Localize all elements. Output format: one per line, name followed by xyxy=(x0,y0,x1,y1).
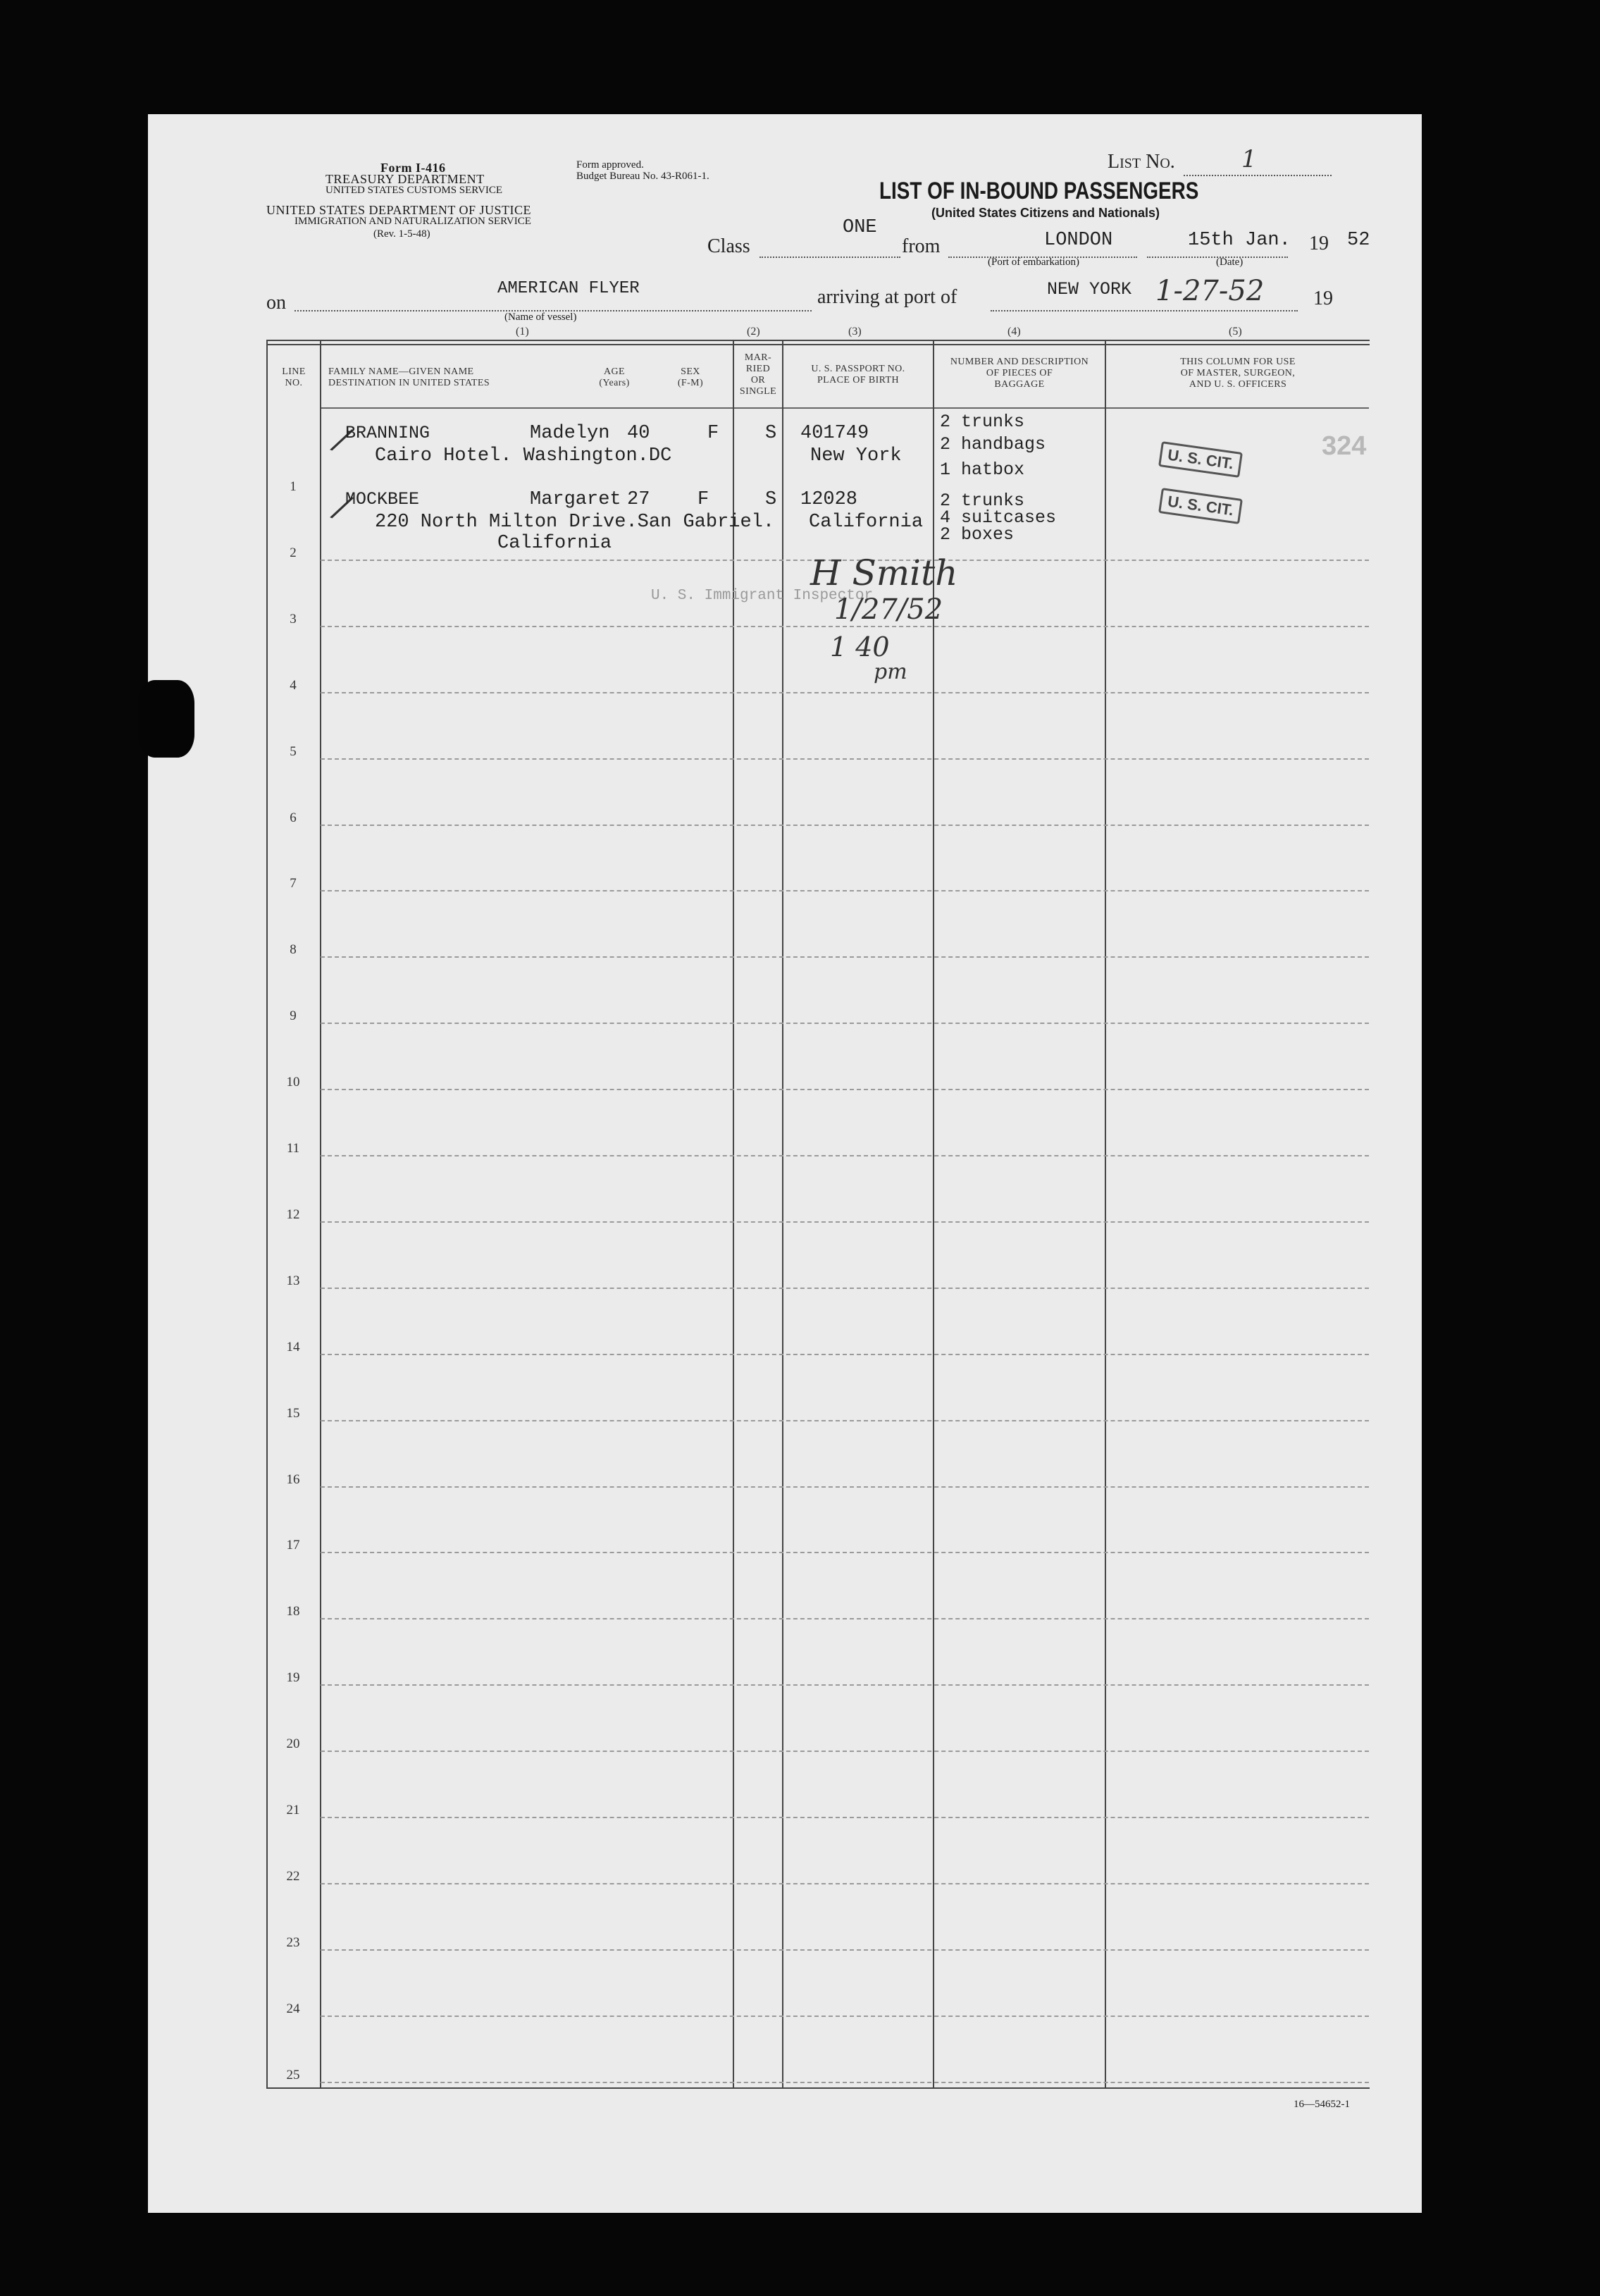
passenger-sex: F xyxy=(697,489,709,510)
arrival-year: 19 xyxy=(1313,288,1333,309)
passenger-family-name: BRANNING xyxy=(345,423,430,443)
passenger-given-name: Madelyn xyxy=(530,423,610,444)
line-number: 23 xyxy=(286,1935,300,1950)
table-top-border xyxy=(266,340,1370,341)
line-number: 6 xyxy=(290,810,297,825)
on-label: on xyxy=(266,292,286,314)
passenger-marital-status: S xyxy=(765,489,777,510)
col-divider xyxy=(320,340,321,2089)
baggage-item: 2 trunks xyxy=(940,412,1025,432)
citizen-stamp: U. S. CIT. xyxy=(1158,441,1243,478)
line-number: 14 xyxy=(286,1340,300,1354)
row-rule xyxy=(321,1221,1369,1223)
naturalization-service: IMMIGRATION AND NATURALIZATION SERVICE xyxy=(294,216,531,227)
header-sex: SEX (F-M) xyxy=(677,366,704,388)
vessel-name: AMERICAN FLYER xyxy=(497,279,640,298)
passenger-sex: F xyxy=(707,423,719,444)
column-number: (4) xyxy=(1007,326,1021,338)
form-number: Form I-416 xyxy=(380,161,446,175)
manifest-page xyxy=(148,114,1422,2213)
arrival-port: NEW YORK xyxy=(1047,279,1132,300)
row-rule xyxy=(321,1420,1369,1421)
port-of-embarkation: LONDON xyxy=(1044,230,1113,251)
footer-code: 16—54652-1 xyxy=(1294,2099,1350,2110)
column-number: (1) xyxy=(516,326,529,338)
row-rule xyxy=(321,956,1369,958)
column-number: (3) xyxy=(848,326,862,338)
header-line-no: LINE NO. xyxy=(282,366,306,388)
column-number: (5) xyxy=(1229,326,1242,338)
embark-caption: (Port of embarkation) xyxy=(988,257,1079,268)
line-number: 24 xyxy=(286,2001,300,2016)
line-number: 10 xyxy=(286,1075,300,1090)
header-passport-birthplace: U. S. PASSPORT NO. PLACE OF BIRTH xyxy=(811,364,905,385)
vessel-caption: (Name of vessel) xyxy=(504,311,577,323)
line-number: 20 xyxy=(286,1736,300,1751)
list-no-line xyxy=(1184,175,1332,176)
line-number: 8 xyxy=(290,942,297,957)
table-left-border xyxy=(266,340,268,2089)
col-divider xyxy=(1105,340,1106,2089)
line-number: 15 xyxy=(286,1406,300,1421)
row-rule xyxy=(321,1684,1369,1686)
row-rule xyxy=(321,1751,1369,1752)
header-officers-use: THIS COLUMN FOR USE OF MASTER, SURGEON, AND U. S. OFFICERS xyxy=(1180,357,1296,390)
checkmark: / xyxy=(330,486,354,527)
table-bottom-border xyxy=(266,2087,1370,2089)
baggage-item: 4 suitcases xyxy=(940,507,1057,528)
list-no-label: List No. xyxy=(1108,151,1175,173)
department-of-justice: UNITED STATES DEPARTMENT OF JUSTICE xyxy=(266,203,532,217)
form-title: LIST OF IN-BOUND PASSENGERS xyxy=(879,178,1199,204)
form-approved: Form approved. xyxy=(576,159,644,171)
row-rule xyxy=(321,1089,1369,1090)
customs-service: UNITED STATES CUSTOMS SERVICE xyxy=(325,185,503,196)
header-name-destination: FAMILY NAME—GIVEN NAME DESTINATION IN UNITED STATES xyxy=(328,366,490,388)
arrival-date-handwritten: 1-27-52 xyxy=(1155,275,1265,307)
header-age: AGE (Years) xyxy=(599,366,630,388)
line-number: 3 xyxy=(290,612,297,627)
row-rule xyxy=(321,1618,1369,1619)
paper-tear xyxy=(138,680,194,758)
row-rule xyxy=(321,2082,1369,2083)
line-number: 13 xyxy=(286,1273,300,1288)
baggage-item: 2 boxes xyxy=(940,524,1015,545)
budget-bureau: Budget Bureau No. 43-R061-1. xyxy=(576,171,709,182)
line-number: 4 xyxy=(290,678,297,693)
line-number: 16 xyxy=(286,1472,300,1487)
passport-number: 401749 xyxy=(800,423,869,444)
inspector-signature: H Smith xyxy=(810,553,958,593)
class-label: Class xyxy=(707,235,750,257)
row-rule xyxy=(321,890,1369,891)
departure-date: 15th Jan. xyxy=(1188,230,1291,251)
line-number: 22 xyxy=(286,1869,300,1884)
arriving-label: arriving at port of xyxy=(817,286,957,308)
inspector-stamp: U. S. Immigrant Inspector xyxy=(651,588,874,604)
line-number: 19 xyxy=(286,1670,300,1685)
class-value: ONE xyxy=(843,217,877,238)
year-value: 52 xyxy=(1347,230,1370,251)
line-number: 7 xyxy=(290,876,297,891)
row-rule xyxy=(321,1486,1369,1488)
signature-date: 1/27/52 xyxy=(834,593,943,626)
from-label: from xyxy=(902,235,941,257)
checkmark: / xyxy=(330,419,354,459)
line-number: 1 xyxy=(290,479,297,494)
passenger-marital-status: S xyxy=(765,423,777,444)
row-rule xyxy=(321,758,1369,760)
row-rule xyxy=(321,626,1369,627)
arrival-line xyxy=(991,310,1298,311)
passenger-destination: 220 North Milton Drive.San Gabriel. xyxy=(375,512,775,533)
line-number: 21 xyxy=(286,1803,300,1817)
line-number: 9 xyxy=(290,1008,297,1023)
header-married-single: MAR- RIED OR SINGLE xyxy=(739,352,777,397)
baggage-item: 1 hatbox xyxy=(940,459,1025,480)
column-number: (2) xyxy=(747,326,760,338)
passenger-given-name: Margaret xyxy=(530,489,621,510)
line-number: 25 xyxy=(286,2068,300,2082)
revision-date: (Rev. 1-5-48) xyxy=(373,228,430,240)
place-of-birth: New York xyxy=(810,445,902,467)
date-caption: (Date) xyxy=(1216,257,1244,268)
passenger-destination: Cairo Hotel. Washington.DC xyxy=(375,445,672,467)
line-number: 11 xyxy=(286,1141,300,1156)
header-baggage: NUMBER AND DESCRIPTION OF PIECES OF BAGGAGE xyxy=(950,357,1089,390)
passenger-family-name: MOCKBEE xyxy=(345,489,420,510)
passenger-age: 40 xyxy=(627,423,650,444)
signature-pm: pm xyxy=(874,660,907,684)
treasury-department: TREASURY DEPARTMENT xyxy=(325,172,485,186)
signature-time: 1 40 xyxy=(830,631,890,662)
row-rule xyxy=(321,1883,1369,1884)
row-rule xyxy=(321,1288,1369,1289)
list-no-value: 1 xyxy=(1241,145,1257,173)
line-number: 5 xyxy=(290,744,297,759)
citizen-stamp: U. S. CIT. xyxy=(1158,488,1243,524)
line-number: 17 xyxy=(286,1538,300,1553)
row-rule xyxy=(321,1817,1369,1818)
baggage-item: 2 trunks xyxy=(940,490,1025,511)
row-rule xyxy=(321,1023,1369,1024)
year-prefix: 19 xyxy=(1309,233,1329,254)
class-line xyxy=(759,257,900,258)
passport-number: 12028 xyxy=(800,489,858,510)
line-number: 18 xyxy=(286,1604,300,1619)
baggage-item: 2 handbags xyxy=(940,434,1046,455)
passenger-age: 27 xyxy=(627,489,650,510)
passenger-destination-state: California xyxy=(497,533,612,554)
row-rule xyxy=(321,825,1369,826)
pencil-number: 324 xyxy=(1322,431,1367,461)
header-bottom-border xyxy=(321,407,1369,409)
row-rule xyxy=(321,692,1369,693)
form-subtitle: (United States Citizens and Nationals) xyxy=(931,206,1160,220)
row-rule xyxy=(321,1155,1369,1156)
line-number: 12 xyxy=(286,1207,300,1222)
row-rule xyxy=(321,1354,1369,1355)
row-rule xyxy=(321,1552,1369,1553)
table-top-border xyxy=(266,344,1370,345)
place-of-birth: California xyxy=(809,512,924,533)
row-rule xyxy=(321,1949,1369,1951)
row-rule xyxy=(321,2016,1369,2017)
line-number: 2 xyxy=(290,545,297,560)
